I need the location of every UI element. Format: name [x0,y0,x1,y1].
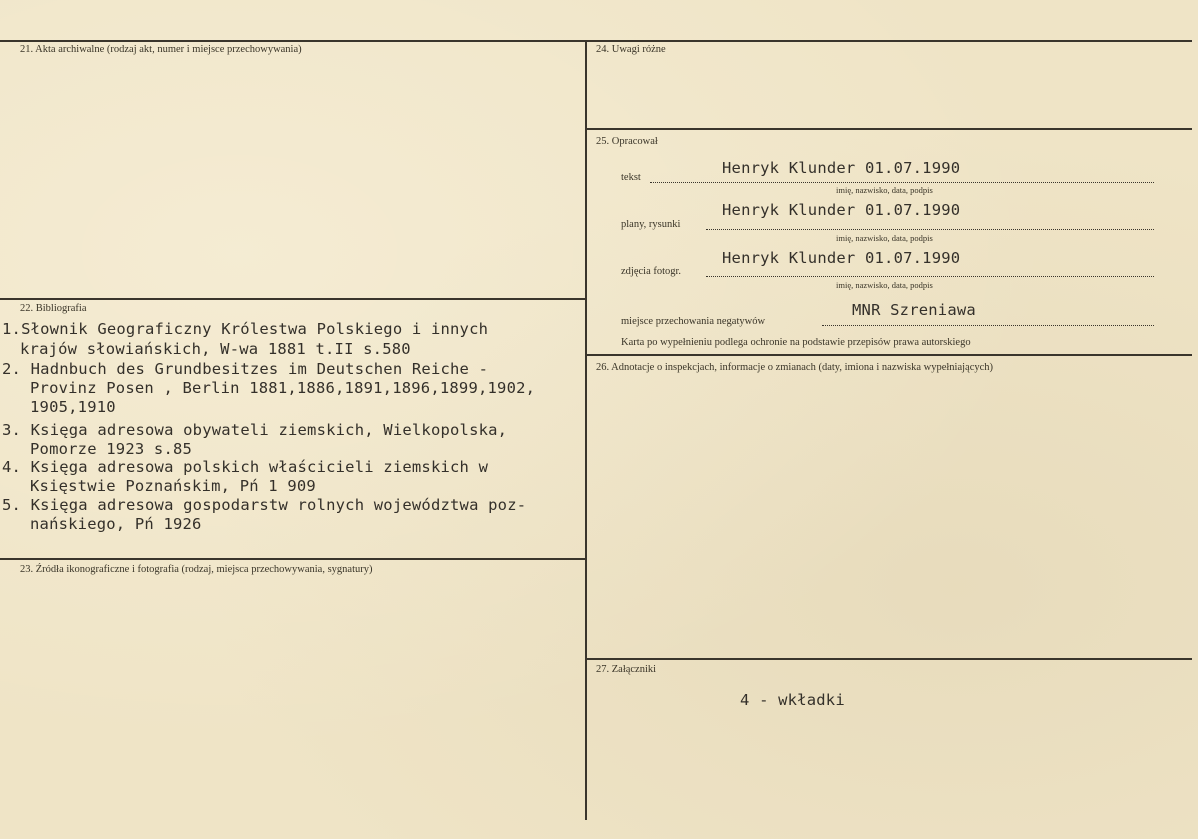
negatives-line [822,325,1154,326]
divider-22-23 [0,558,586,560]
negatives-label: miejsce przechowania negatywów [621,316,766,327]
entry-line: krajów słowiańskich, W-wa 1881 t.II s.580 [20,340,411,358]
row-line-zdjecia [706,276,1154,277]
divider-25-26 [586,354,1192,356]
attachments-value: 4 - wkładki [740,691,845,709]
entry-line: Księstwie Poznańskim, Pń 1 909 [30,477,316,495]
section-24-label: 24. Uwagi różne [596,44,666,55]
bibliography-entry [2,359,488,380]
bibliography-entry-line [30,378,535,399]
row-line-plany [706,229,1154,230]
section-21-label: 21. Akta archiwalne (rodzaj akt, numer i miejsce przechowywania) [20,44,302,55]
divider-24-25 [586,128,1192,130]
bibliography-entry-line [20,339,411,360]
section-22-label: 22. Bibliografia [20,303,87,314]
top-border [0,40,1192,42]
bibliography-entry [2,420,507,441]
section-25-label: 25. Opracował [596,136,658,147]
section-26-label: 26. Adnotacje o inspekcjach, informacje o zmianach (daty, imiona i nazwiska wypełniających) [596,362,994,373]
entry-line: Księga adresowa gospodarstw rolnych województwa poz- [30,496,527,514]
row-label-plany: plany, rysunki [621,219,681,230]
row-label-tekst: tekst [621,172,641,183]
divider-21-22 [0,298,586,300]
row-caption-plany: imię, nazwisko, data, podpis [836,233,933,243]
column-divider [585,40,587,820]
entry-number: 5. [2,496,22,514]
entry-line: Słownik Geograficzny Królestwa Polskiego i innych [21,320,489,338]
bibliography-entry [2,457,488,478]
row-caption-tekst: imię, nazwisko, data, podpis [836,185,933,195]
entry-number: 1. [2,320,22,338]
copyright-note: Karta po wypełnieniu podlega ochronie na podstawie przepisów prawa autorskiego [621,337,971,348]
entry-number: 4. [2,458,22,476]
bibliography-entry [2,495,526,516]
row-caption-zdjecia: imię, nazwisko, data, podpis [836,280,933,290]
row-value-zdjecia: Henryk Klunder 01.07.1990 [722,249,961,267]
negatives-value: MNR Szreniawa [852,301,976,319]
entry-number: 3. [2,421,22,439]
section-27-label: 27. Załączniki [596,664,657,675]
entry-line: Provinz Posen , Berlin 1881,1886,1891,1896,1899,1902, [30,379,536,397]
bibliography-entry-line [30,397,116,418]
row-value-tekst: Henryk Klunder 01.07.1990 [722,159,961,177]
divider-26-27 [586,658,1192,660]
bibliography-entry [2,319,488,340]
section-23-label: 23. Źródła ikonograficzne i fotografia (rodzaj, miejsca przechowywania, sygnatury) [20,564,373,575]
bibliography-entry-line [30,476,316,497]
row-label-zdjecia: zdjęcia fotogr. [621,266,682,277]
entry-number: 2. [2,360,22,378]
row-line-tekst [650,182,1154,183]
bibliography-entry-line [30,514,202,535]
entry-line: Księga adresowa polskich właścicieli ziemskich w [30,458,489,476]
entry-line: 1905,1910 [30,398,116,416]
row-value-plany: Henryk Klunder 01.07.1990 [722,201,961,219]
entry-line: Hadnbuch des Grundbesitzes im Deutschen Reiche - [30,360,489,378]
entry-line: nańskiego, Pń 1926 [30,515,202,533]
entry-line: Księga adresowa obywateli ziemskich, Wielkopolska, [30,421,508,439]
entry-line: Pomorze 1923 s.85 [30,440,193,458]
